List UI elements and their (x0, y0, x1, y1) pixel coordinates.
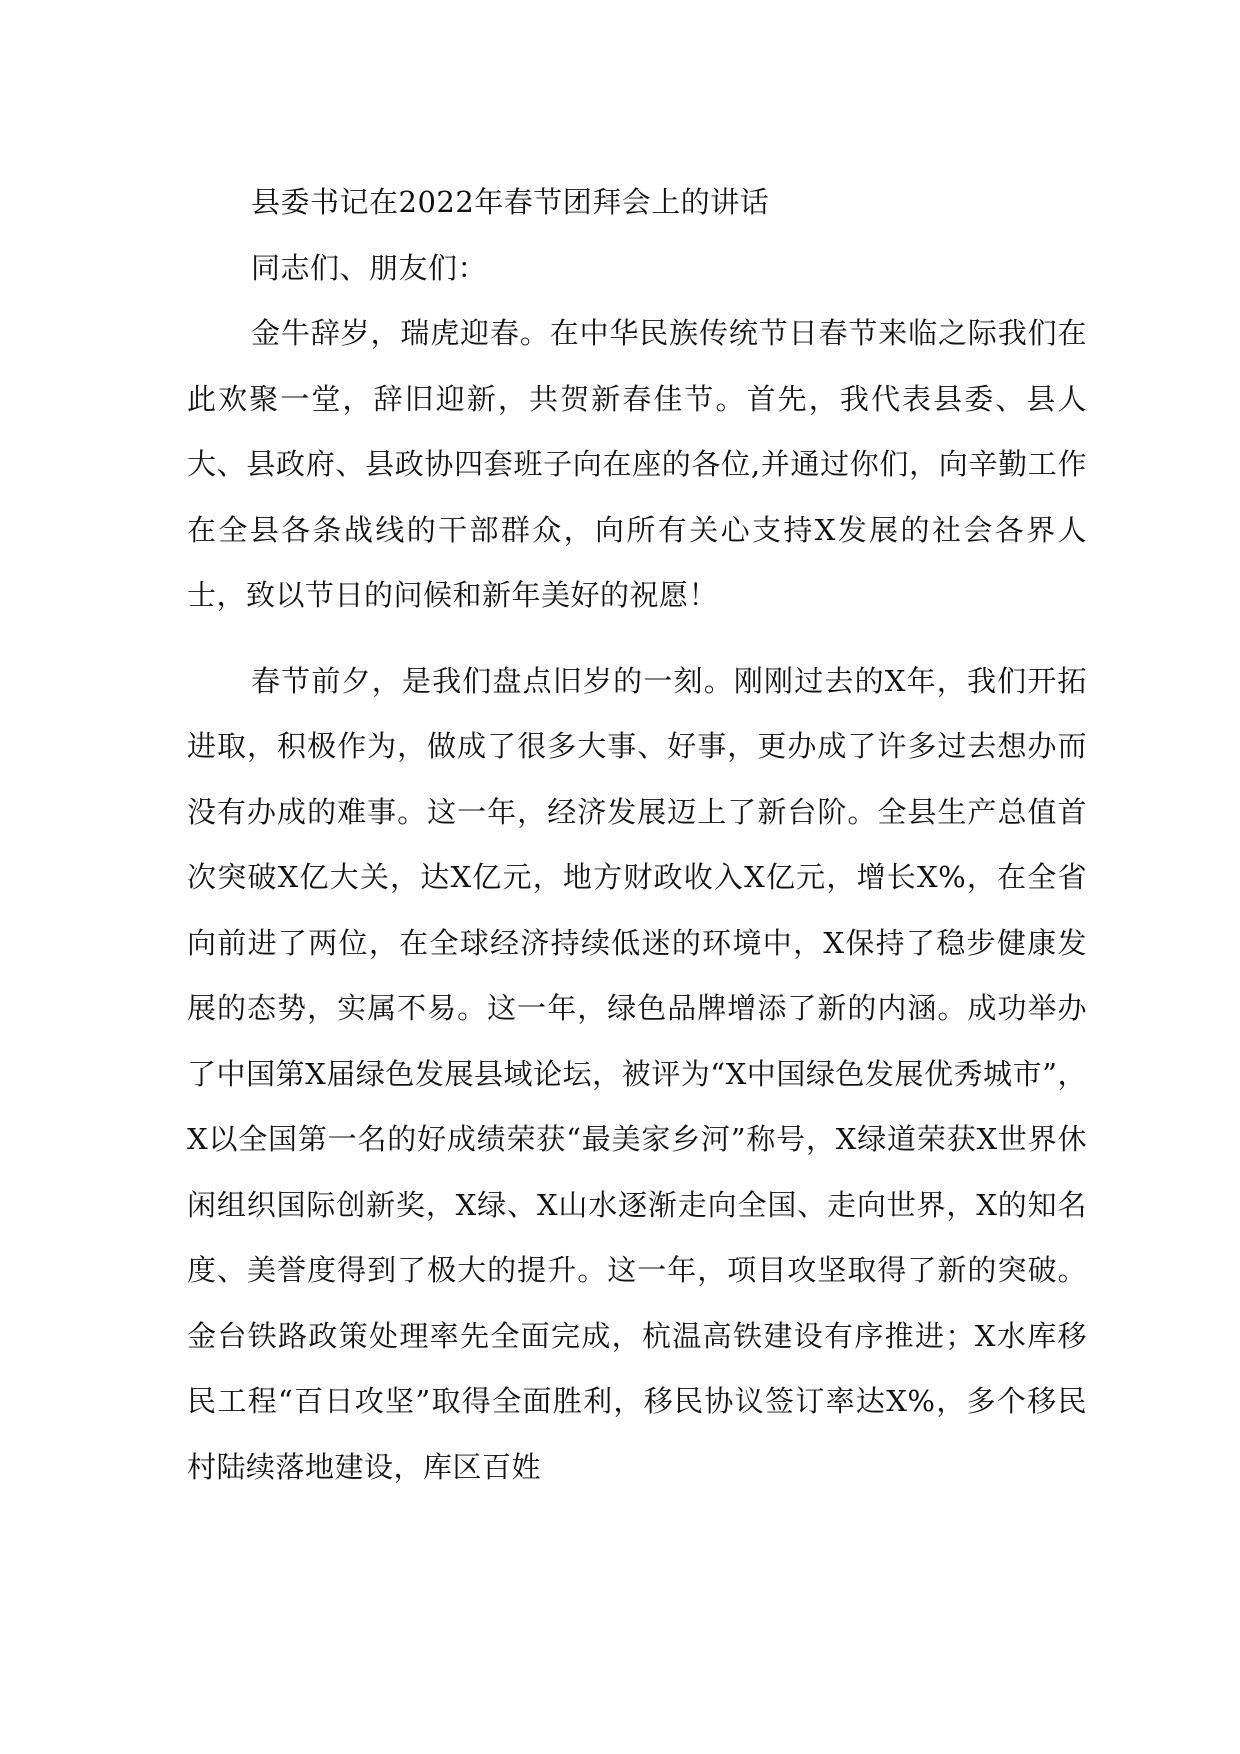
paragraph-1: 金牛辞岁，瑞虎迎春。在中华民族传统节日春节来临之际我们在此欢聚一堂，辞旧迎新，共贺新春佳节。首先，我代表县委、县人大、县政府、县政协四套班子向在座的各位,并通过你们，向辛勤工作在全县各条战线的干部群众，向所有关心支持X发展的社会各界人士，致以节日的问候和新年美好的祝愿！ (187, 316, 1087, 612)
document-title: 县委书记在2022年春节团拜会上的讲话 (251, 185, 770, 219)
document-body (187, 170, 1087, 1500)
paragraph-2: 春节前夕，是我们盘点旧岁的一刻。刚刚过去的X年，我们开拓进取，积极作为，做成了很多大事、好事，更办成了许多过去想办而没有办成的难事。这一年，经济发展迈上了新台阶。全县生产总值首次突破X亿大关，达X亿元，地方财政收入X亿元，增长X%，在全省向前进了两位，在全球经济持续低迷的环境中，X保持了稳步健康发展的态势，实属不易。这一年，绿色品牌增添了新的内涵。成功举办了中国第X届绿色发展县域论坛，被评为“X中国绿色发展优秀城市”，X以全国第一名的好成绩荣获“最美家乡河”称号，X绿道荣获X世界休闲组织国际创新奖，X绿、X山水逐渐走向全国、走向世界，X的知名度、美誉度得到了极大的提升。这一年，项目攻坚取得了新的突破。金台铁路政策处理率先全面完成，杭温高铁建设有序推进；X水库移民工程“百日攻坚”取得全面胜利，移民协议签订率达X%，多个移民村陆续落地建设，库区百姓 (187, 663, 1087, 1484)
salutation: 同志们、朋友们： (251, 250, 488, 285)
